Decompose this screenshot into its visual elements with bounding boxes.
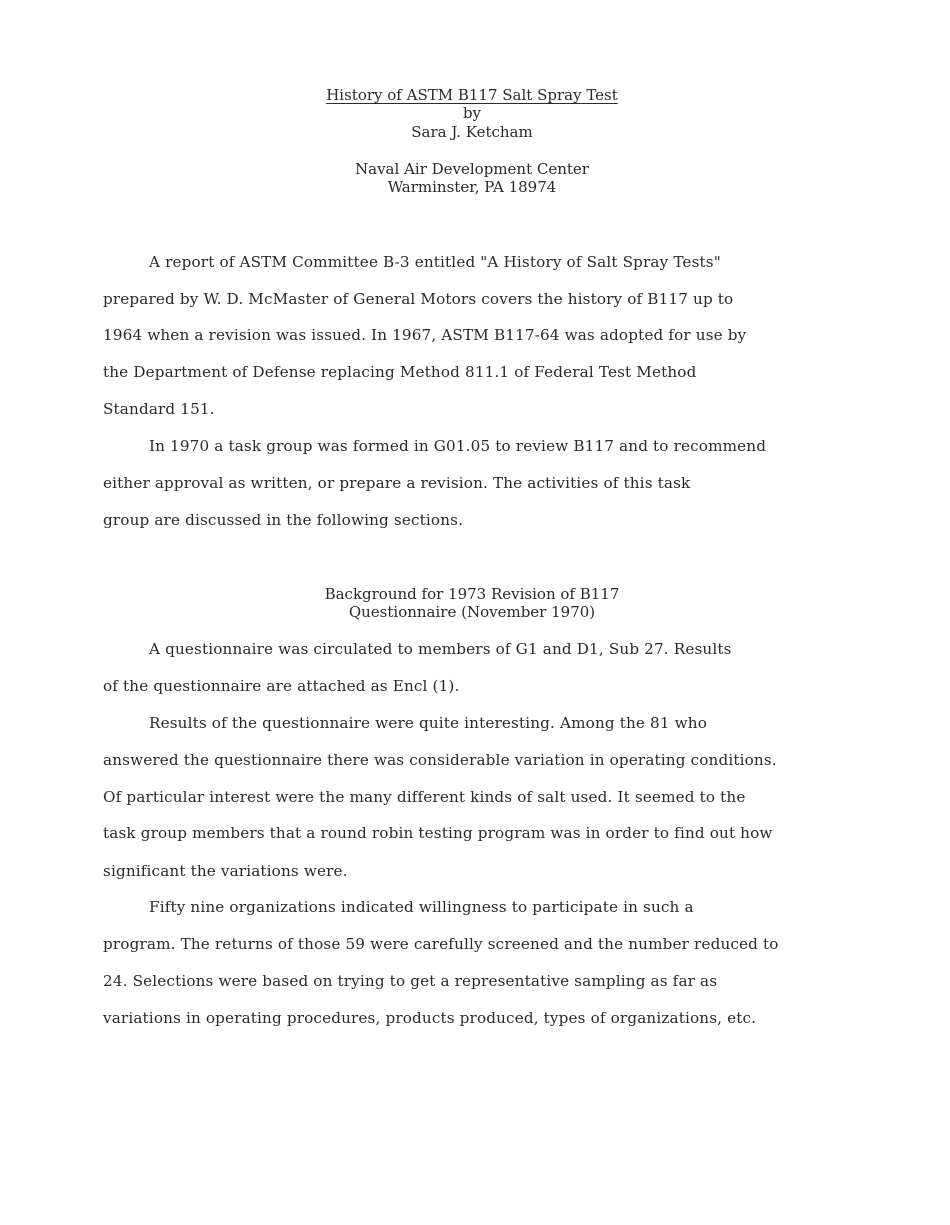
section-p2-line: answered the questionnaire there was considerable variation in operating conditions. (103, 751, 777, 769)
section-p2-line: task group members that a round robin testing program was in order to find out how (103, 824, 773, 842)
section-p3-line: program. The returns of those 59 were carefully screened and the number reduced to (103, 935, 779, 953)
section-p1-line: A questionnaire was circulated to members of G1 and D1, Sub 27. Results (149, 640, 732, 658)
organization-name: Naval Air Development Center (355, 160, 589, 178)
intro-p1-line: A report of ASTM Committee B-3 entitled "A History of Salt Spray Tests" (149, 253, 721, 271)
section-p3-line: 24. Selections were based on trying to get a representative sampling as far as (103, 972, 718, 990)
author-name: Sara J. Ketcham (411, 123, 533, 141)
section-p2-line: Results of the questionnaire were quite interesting. Among the 81 who (149, 714, 708, 732)
intro-p2-line: either approval as written, or prepare a revision. The activities of this task (103, 474, 691, 492)
organization-address: Warminster, PA 18974 (387, 178, 557, 196)
section-p1-line: of the questionnaire are attached as Encl (1). (103, 677, 460, 695)
section-subheading: Questionnaire (November 1970) (348, 603, 596, 621)
section-p2-line: significant the variations were. (103, 862, 348, 880)
intro-p1-line: 1964 when a revision was issued. In 1967, ASTM B117-64 was adopted for use by (103, 326, 747, 344)
section-heading: Background for 1973 Revision of B117 (324, 585, 620, 603)
intro-p2-line: In 1970 a task group was formed in G01.05 to review B117 and to recommend (149, 437, 767, 455)
intro-p2-line: group are discussed in the following sections. (103, 511, 464, 529)
document-title: History of ASTM B117 Salt Spray Test (326, 86, 618, 104)
section-p2-line: Of particular interest were the many different kinds of salt used. It seemed to the (103, 788, 746, 806)
intro-p1-line: prepared by W. D. McMaster of General Motors covers the history of B117 up to (103, 290, 734, 308)
intro-p1-line: Standard 151. (103, 400, 215, 418)
section-p3-line: Fifty nine organizations indicated willingness to participate in such a (149, 898, 694, 916)
section-p3-line: variations in operating procedures, products produced, types of organizations, etc. (103, 1009, 757, 1027)
intro-p1-line: the Department of Defense replacing Method 811.1 of Federal Test Method (103, 363, 697, 381)
byline-by: by (462, 104, 482, 122)
